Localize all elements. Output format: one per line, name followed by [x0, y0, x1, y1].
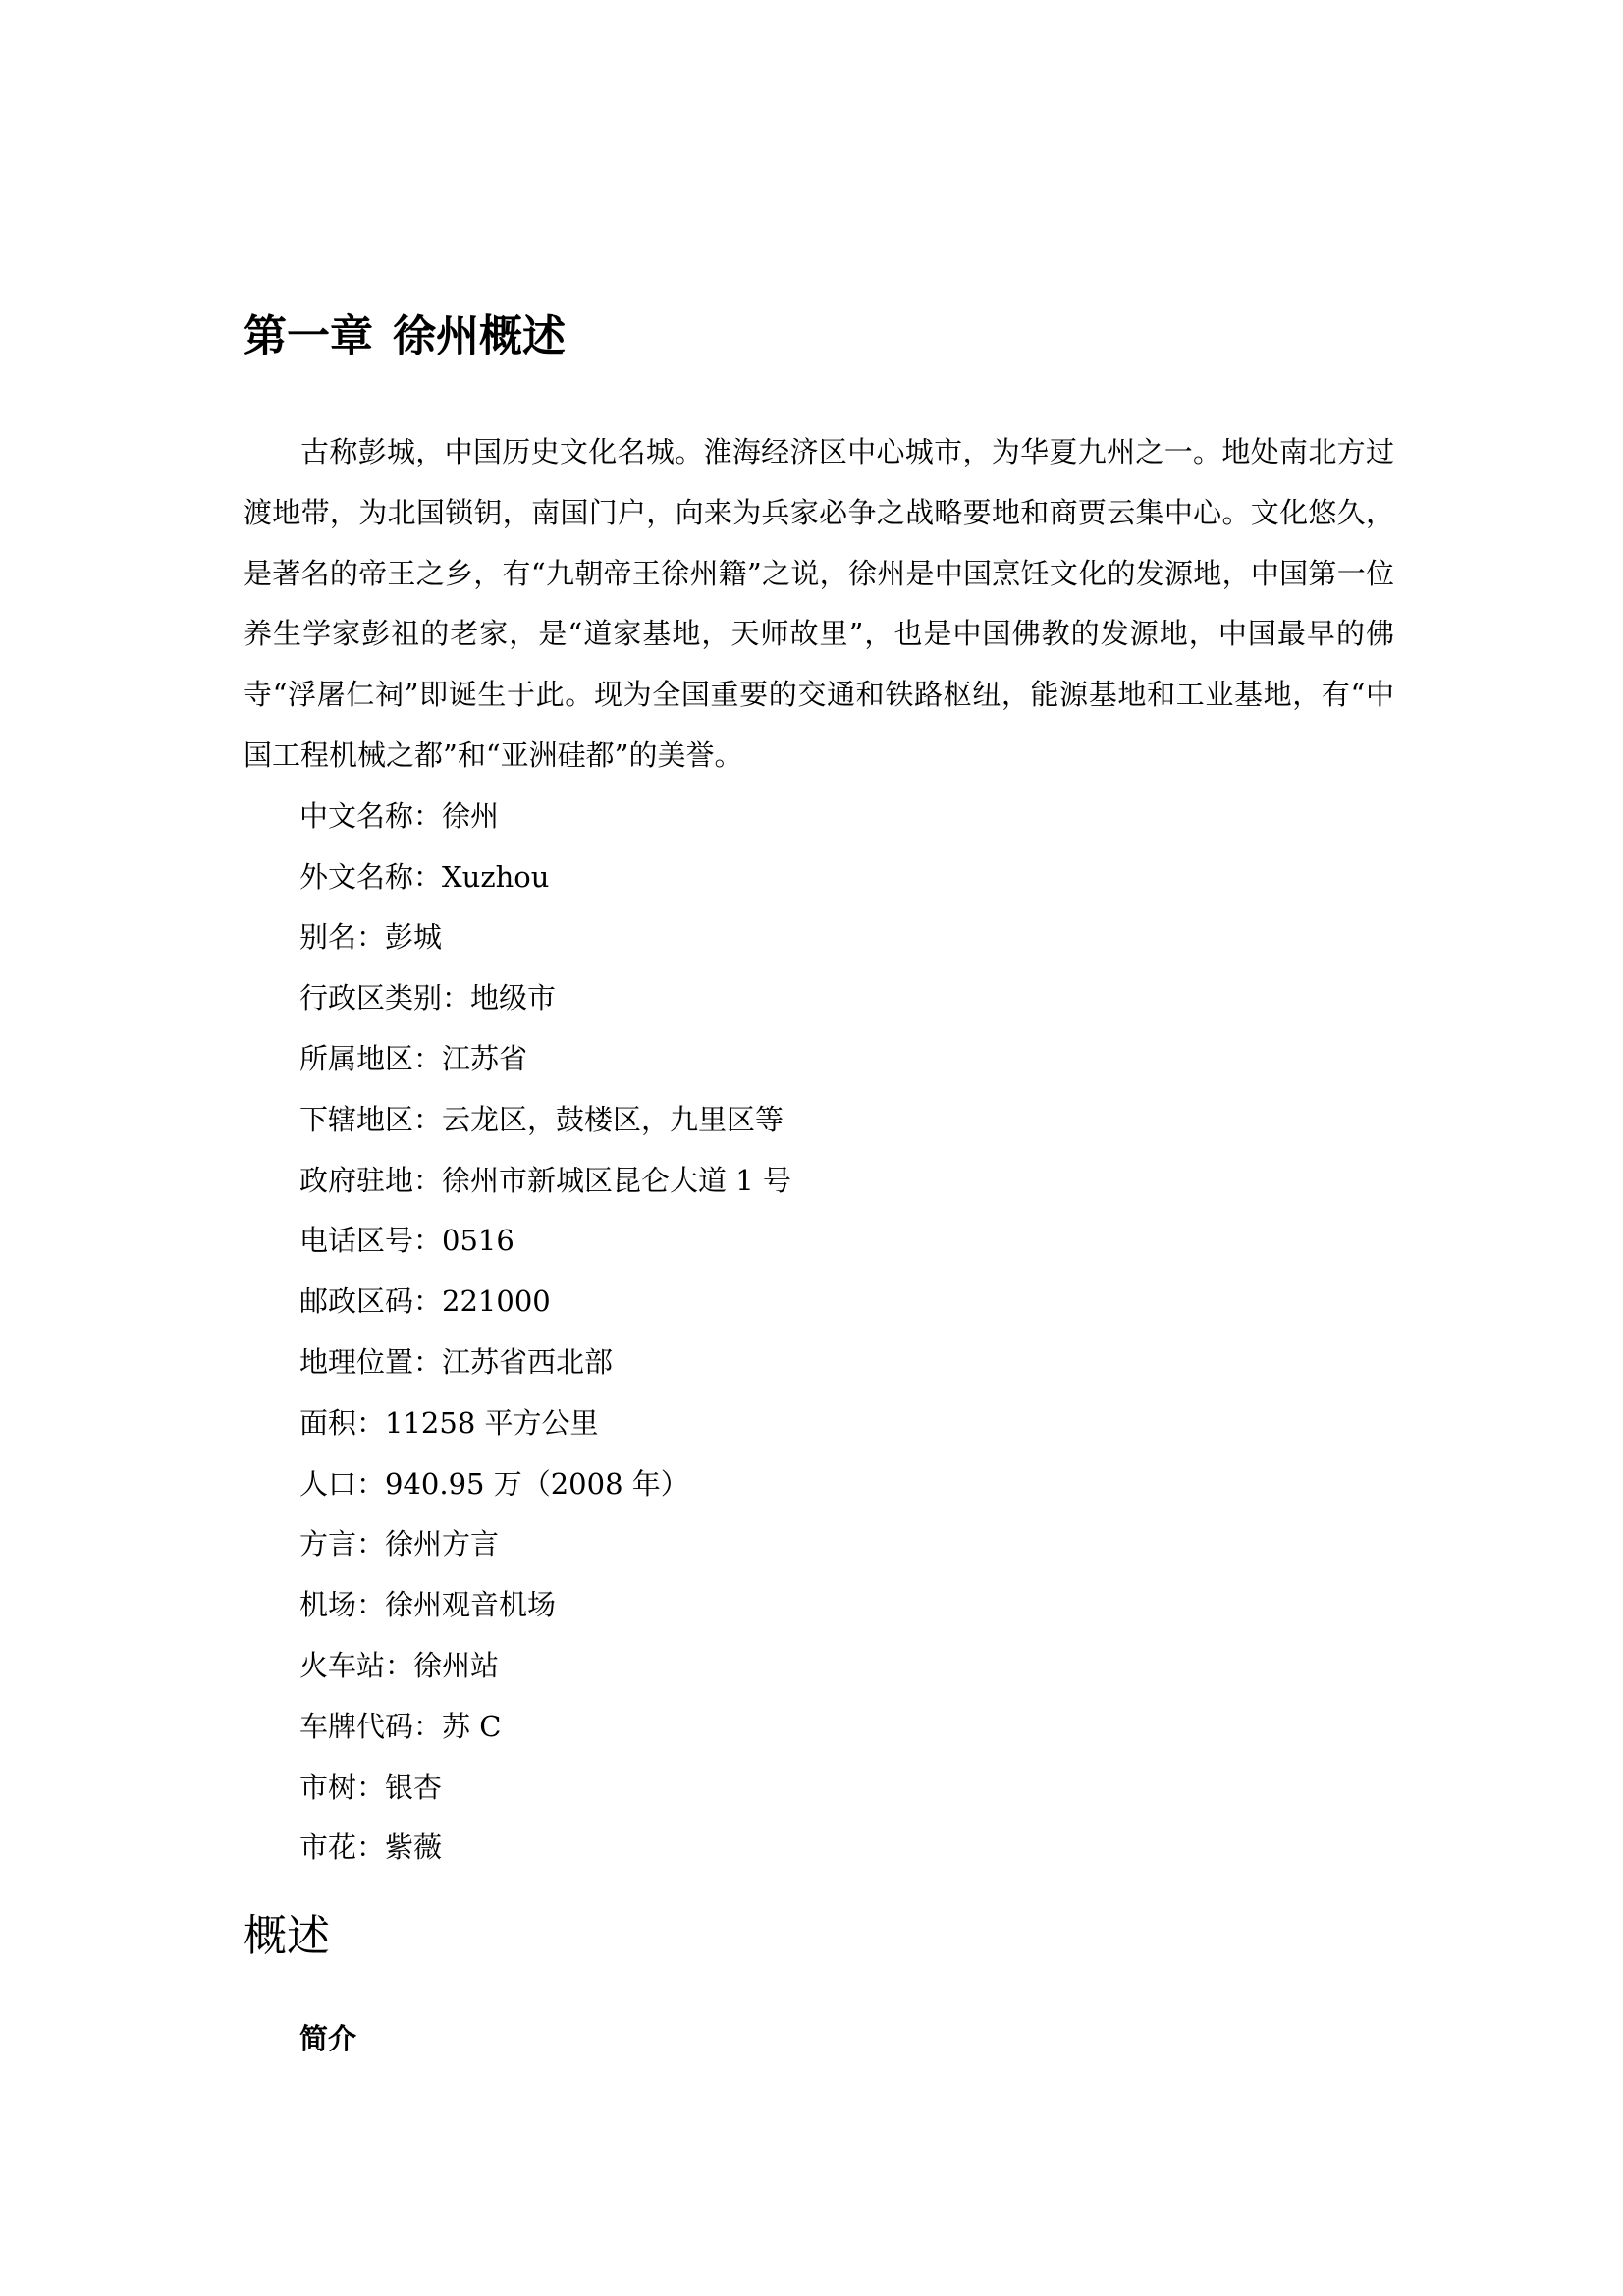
fact-label: 方言 [299, 1527, 357, 1561]
fact-label: 火车站 [299, 1648, 386, 1682]
fact-label: 市花 [299, 1831, 357, 1865]
fact-value: 彭城 [385, 920, 443, 955]
fact-value: 徐州方言 [385, 1527, 500, 1561]
fact-postal-code [243, 1272, 1394, 1333]
fact-value: 银杏 [385, 1770, 443, 1804]
fact-government-seat [243, 1151, 1394, 1212]
fact-label: 车牌代码 [299, 1709, 414, 1743]
fact-location [243, 1333, 1394, 1394]
fact-label: 中文名称 [299, 798, 414, 833]
fact-label: 电话区号 [299, 1224, 414, 1258]
fact-area-code [243, 1211, 1394, 1272]
fact-separator: ： [356, 1770, 386, 1804]
fact-separator: ： [442, 981, 471, 1015]
fact-label: 机场 [299, 1588, 357, 1622]
fact-value: 221000 [442, 1285, 551, 1319]
fact-population [243, 1454, 1394, 1515]
fact-city-tree [243, 1758, 1394, 1819]
fact-alias [243, 907, 1394, 968]
fact-label: 政府驻地 [299, 1163, 414, 1197]
fact-area [243, 1394, 1394, 1454]
fact-value: 江苏省 [442, 1041, 528, 1075]
fact-railway-station [243, 1636, 1394, 1697]
fact-label: 人口 [299, 1466, 357, 1501]
fact-value: 徐州 [442, 798, 500, 833]
fact-province [243, 1029, 1394, 1090]
chapter-title: 徐州概述 [393, 311, 566, 361]
fact-separator: ： [413, 1285, 443, 1319]
fact-value: 0516 [442, 1224, 514, 1258]
fact-value: 紫薇 [385, 1831, 443, 1865]
fact-value: 江苏省西北部 [442, 1344, 614, 1379]
intro-paragraph: 古称彭城，中国历史文化名城。淮海经济区中心城市，为华夏九州之一。地处南北方过渡地带，为北国锁钥，南国门户，向来为兵家必争之战略要地和商贾云集中心。文化悠久，是著名的帝王之乡，有“九朝帝王徐州籍”之说，徐州是中国烹饪文化的发源地，中国第一位养生学家彭祖的老家，是“道家基地，天师故里”，也是中国佛教的发源地，中国最早的佛寺“浮屠仁祠”即诞生于此。现为全国重要的交通和铁路枢纽，能源基地和工业基地，有“中国工程机械之都”和“亚洲硅都”的美誉。 [243, 435, 1394, 772]
fact-label: 市树 [299, 1770, 357, 1804]
fact-separator: ： [413, 1041, 443, 1075]
fact-value: 940.95 万（2008 年） [385, 1466, 689, 1501]
fact-value: 云龙区，鼓楼区，九里区等 [442, 1102, 784, 1136]
section-heading: 概述 [243, 1911, 330, 1961]
fact-separator: ： [356, 1831, 386, 1865]
fact-separator: ： [356, 1466, 386, 1501]
fact-airport [243, 1575, 1394, 1636]
fact-separator: ： [413, 1344, 443, 1379]
fact-value: 11258 平方公里 [385, 1405, 599, 1440]
fact-separator: ： [385, 1648, 414, 1682]
fact-separator: ： [413, 1102, 443, 1136]
fact-license-plate [243, 1697, 1394, 1758]
fact-separator: ： [356, 1588, 386, 1622]
fact-separator: ： [356, 1405, 386, 1440]
fact-label: 邮政区码 [299, 1285, 414, 1319]
fact-value: 徐州观音机场 [385, 1588, 557, 1622]
fact-city-flower [243, 1818, 1394, 1879]
fact-value: 徐州站 [413, 1648, 500, 1682]
fact-admin-type [243, 968, 1394, 1029]
subsection-heading: 简介 [299, 2022, 357, 2055]
fact-label: 行政区类别 [299, 981, 443, 1015]
fact-dialect [243, 1514, 1394, 1575]
fact-separator: ： [356, 920, 386, 955]
fact-value: 苏 C [442, 1709, 502, 1743]
fact-label: 面积 [299, 1405, 357, 1440]
chapter-body [243, 422, 1394, 1879]
fact-value: Xuzhou [442, 859, 550, 894]
fact-value: 地级市 [470, 981, 557, 1015]
chapter-number: 第一章 [243, 311, 373, 361]
fact-districts [243, 1090, 1394, 1151]
chapter-heading [243, 310, 566, 363]
fact-label: 外文名称 [299, 859, 414, 894]
fact-separator: ： [413, 1709, 443, 1743]
fact-chinese-name [243, 787, 1394, 847]
fact-separator: ： [356, 1527, 386, 1561]
fact-label: 地理位置 [299, 1344, 414, 1379]
fact-value: 徐州市新城区昆仑大道 1 号 [442, 1163, 791, 1197]
fact-separator: ： [413, 859, 443, 894]
fact-label: 下辖地区 [299, 1102, 414, 1136]
fact-separator: ： [413, 1224, 443, 1258]
fact-separator: ： [413, 798, 443, 833]
fact-foreign-name [243, 847, 1394, 908]
fact-separator: ： [413, 1163, 443, 1197]
fact-label: 别名 [299, 920, 357, 955]
fact-label: 所属地区 [299, 1041, 414, 1075]
